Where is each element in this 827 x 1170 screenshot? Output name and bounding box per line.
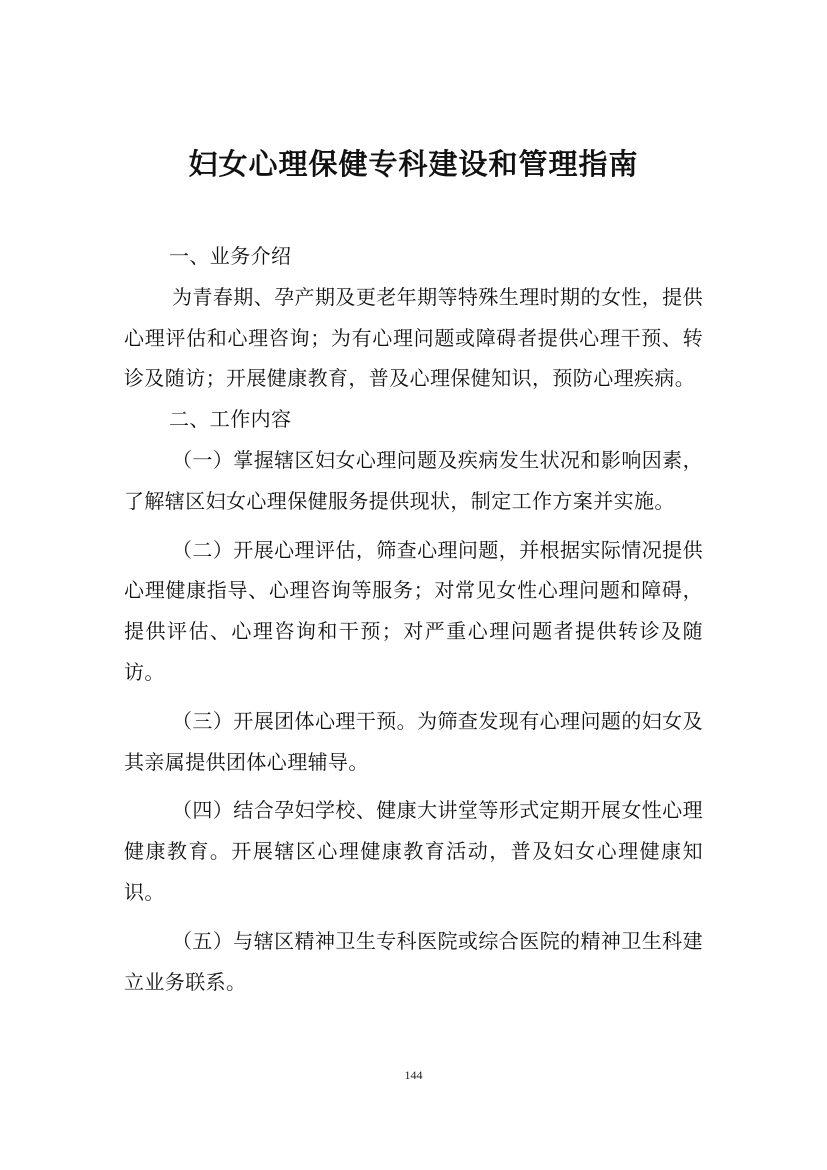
section-heading-work-content: 二、工作内容 bbox=[169, 407, 292, 432]
section-heading-business-intro: 一、业务介绍 bbox=[169, 244, 292, 268]
paragraph-work-item-3: （三）开展团体心理干预。为筛查发现有心理问题的妇女及其亲属提供团体心理辅导。 bbox=[124, 708, 703, 774]
paragraph-spacer bbox=[124, 913, 703, 921]
paragraph-work-item-4: （四）结合孕妇学校、健康大讲堂等形式定期开展女性心理健康教育。开展辖区心理健康教育活动，普及妇女心理健康知识。 bbox=[124, 798, 703, 904]
paragraph-work-item-1: （一）掌握辖区妇女心理问题及疾病发生状况和影响因素，了解辖区妇女心理保健服务提供现状，制定工作方案并实施。 bbox=[124, 447, 703, 513]
document-body bbox=[124, 236, 703, 1002]
paragraph-spacer bbox=[124, 693, 703, 701]
paragraph-work-item-2: （二）开展心理评估，筛查心理问题，并根据实际情况提供心理健康指导、心理咨询等服务；对常见女性心理问题和障碍，提供评估、心理咨询和干预；对严重心理问题者提供转诊及随访。 bbox=[124, 537, 703, 684]
paragraph-business-intro: 为青春期、孕产期及更老年期等特殊生理时期的女性，提供心理评估和心理咨询；为有心理问题或障碍者提供心理干预、转诊及随访；开展健康教育，普及心理保健知识，预防心理疾病。 bbox=[124, 284, 703, 391]
paragraph-work-item-5: （五）与辖区精神卫生专科医院或综合医院的精神卫生科建立业务联系。 bbox=[124, 928, 703, 994]
document-title: 妇女心理保健专科建设和管理指南 bbox=[188, 147, 639, 181]
page-number: 144 bbox=[404, 1068, 423, 1082]
paragraph-spacer bbox=[124, 522, 703, 530]
paragraph-spacer bbox=[124, 782, 703, 790]
